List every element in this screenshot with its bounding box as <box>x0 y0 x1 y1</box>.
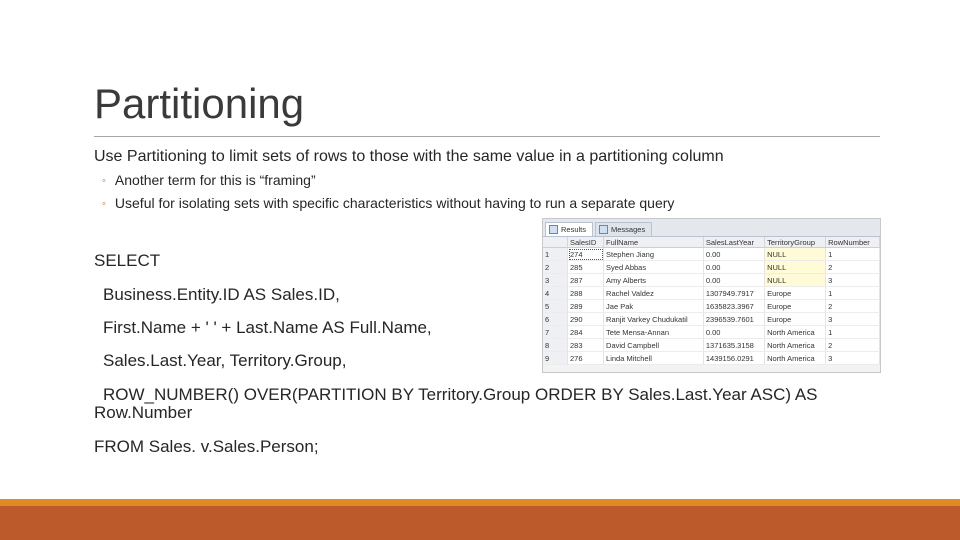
table-cell[interactable]: 274 <box>568 248 604 261</box>
table-cell[interactable]: 0.00 <box>703 248 764 261</box>
table-row[interactable] <box>543 313 880 326</box>
table-cell[interactable]: 1635823.3967 <box>703 300 764 313</box>
table-cell[interactable]: 285 <box>568 261 604 274</box>
table-row[interactable] <box>543 339 880 352</box>
sql-line-id: Business.Entity.ID AS Sales.ID, <box>103 285 340 304</box>
column-header[interactable]: RowNumber <box>826 237 880 248</box>
row-number-cell[interactable]: 9 <box>543 352 568 365</box>
row-number-cell[interactable]: 5 <box>543 300 568 313</box>
column-header[interactable]: TerritoryGroup <box>765 237 826 248</box>
table-cell[interactable]: 0.00 <box>703 326 764 339</box>
table-cell[interactable]: NULL <box>765 274 826 287</box>
table-cell[interactable]: 2 <box>826 339 880 352</box>
table-cell[interactable]: 1307949.7917 <box>703 287 764 300</box>
table-cell[interactable]: Linda Mitchell <box>604 352 704 365</box>
sql-line-rownumber: ROW_NUMBER() OVER(PARTITION BY Territory.Group ORDER BY Sales.Last.Year ASC) AS <box>103 385 818 404</box>
table-row[interactable] <box>543 261 880 274</box>
table-cell[interactable]: Ranjit Varkey Chudukatil <box>604 313 704 326</box>
row-number-cell[interactable]: 1 <box>543 248 568 261</box>
results-table <box>543 237 880 365</box>
table-cell[interactable]: 1 <box>826 248 880 261</box>
bullet-circle-icon: ◦ <box>102 175 106 187</box>
query-results-panel <box>542 218 881 373</box>
table-cell[interactable]: Stephen Jiang <box>604 248 704 261</box>
table-row[interactable] <box>543 300 880 313</box>
table-row[interactable] <box>543 248 880 261</box>
table-cell[interactable]: 1 <box>826 326 880 339</box>
table-cell[interactable]: 1371635.3158 <box>703 339 764 352</box>
message-icon <box>599 225 608 234</box>
table-cell[interactable]: Europe <box>765 300 826 313</box>
table-cell[interactable]: David Campbell <box>604 339 704 352</box>
table-cell[interactable]: NULL <box>765 261 826 274</box>
results-tabs <box>543 219 880 237</box>
row-number-cell[interactable]: 4 <box>543 287 568 300</box>
table-row[interactable] <box>543 274 880 287</box>
row-number-cell[interactable]: 2 <box>543 261 568 274</box>
footer-accent-bar <box>0 499 960 506</box>
row-number-cell[interactable]: 3 <box>543 274 568 287</box>
column-header[interactable]: SalesLastYear <box>703 237 764 248</box>
sql-line-alias: Row.Number <box>94 403 193 422</box>
column-header[interactable]: SalesID <box>568 237 604 248</box>
table-row[interactable] <box>543 287 880 300</box>
footer-bar <box>0 506 960 540</box>
table-row[interactable] <box>543 352 880 365</box>
table-cell[interactable]: 2396539.7601 <box>703 313 764 326</box>
table-cell[interactable]: 1 <box>826 287 880 300</box>
table-cell[interactable]: Europe <box>765 313 826 326</box>
tab-results[interactable]: Results <box>545 222 593 236</box>
sql-line-select: SELECT <box>94 251 161 270</box>
table-cell[interactable]: 3 <box>826 352 880 365</box>
table-cell[interactable]: 287 <box>568 274 604 287</box>
table-cell[interactable]: 283 <box>568 339 604 352</box>
main-bullet: Use Partitioning to limit sets of rows to those with the same value in a partitioning column <box>94 148 724 165</box>
table-cell[interactable]: 0.00 <box>703 274 764 287</box>
title-divider <box>94 136 880 137</box>
table-cell[interactable]: 2 <box>826 300 880 313</box>
table-cell[interactable]: 3 <box>826 313 880 326</box>
column-header[interactable]: FullName <box>604 237 704 248</box>
row-number-cell[interactable]: 6 <box>543 313 568 326</box>
table-cell[interactable]: Rachel Valdez <box>604 287 704 300</box>
sub-bullet-text: Useful for isolating sets with specific characteristics without having to run a separate query <box>114 195 675 211</box>
table-cell[interactable]: 289 <box>568 300 604 313</box>
table-cell[interactable]: 276 <box>568 352 604 365</box>
table-cell[interactable]: Tete Mensa-Annan <box>604 326 704 339</box>
sub-bullet-2 <box>102 195 674 211</box>
sql-line-name: First.Name + ' ' + Last.Name AS Full.Name, <box>103 318 432 337</box>
table-cell[interactable]: North America <box>765 352 826 365</box>
slide-title: Partitioning <box>94 80 305 127</box>
row-number-cell[interactable]: 8 <box>543 339 568 352</box>
table-cell[interactable]: North America <box>765 339 826 352</box>
sql-line-from: FROM Sales. v.Sales.Person; <box>94 437 319 456</box>
sub-bullet-1 <box>102 172 316 188</box>
table-cell[interactable]: 284 <box>568 326 604 339</box>
bullet-circle-icon: ◦ <box>102 198 106 210</box>
table-cell[interactable]: NULL <box>765 248 826 261</box>
row-number-header <box>543 237 568 248</box>
table-cell[interactable]: Syed Abbas <box>604 261 704 274</box>
table-cell[interactable]: 3 <box>826 274 880 287</box>
sql-line-sales: Sales.Last.Year, Territory.Group, <box>103 351 347 370</box>
row-number-cell[interactable]: 7 <box>543 326 568 339</box>
sub-bullet-text: Another term for this is “framing” <box>114 172 316 188</box>
table-cell[interactable]: 1439156.0291 <box>703 352 764 365</box>
table-cell[interactable]: 288 <box>568 287 604 300</box>
table-cell[interactable]: Amy Alberts <box>604 274 704 287</box>
grid-icon <box>549 225 558 234</box>
table-cell[interactable]: 0.00 <box>703 261 764 274</box>
tab-messages[interactable]: Messages <box>595 222 652 236</box>
table-cell[interactable]: 2 <box>826 261 880 274</box>
table-cell[interactable]: Europe <box>765 287 826 300</box>
table-cell[interactable]: 290 <box>568 313 604 326</box>
table-row[interactable] <box>543 326 880 339</box>
table-cell[interactable]: North America <box>765 326 826 339</box>
table-cell[interactable]: Jae Pak <box>604 300 704 313</box>
